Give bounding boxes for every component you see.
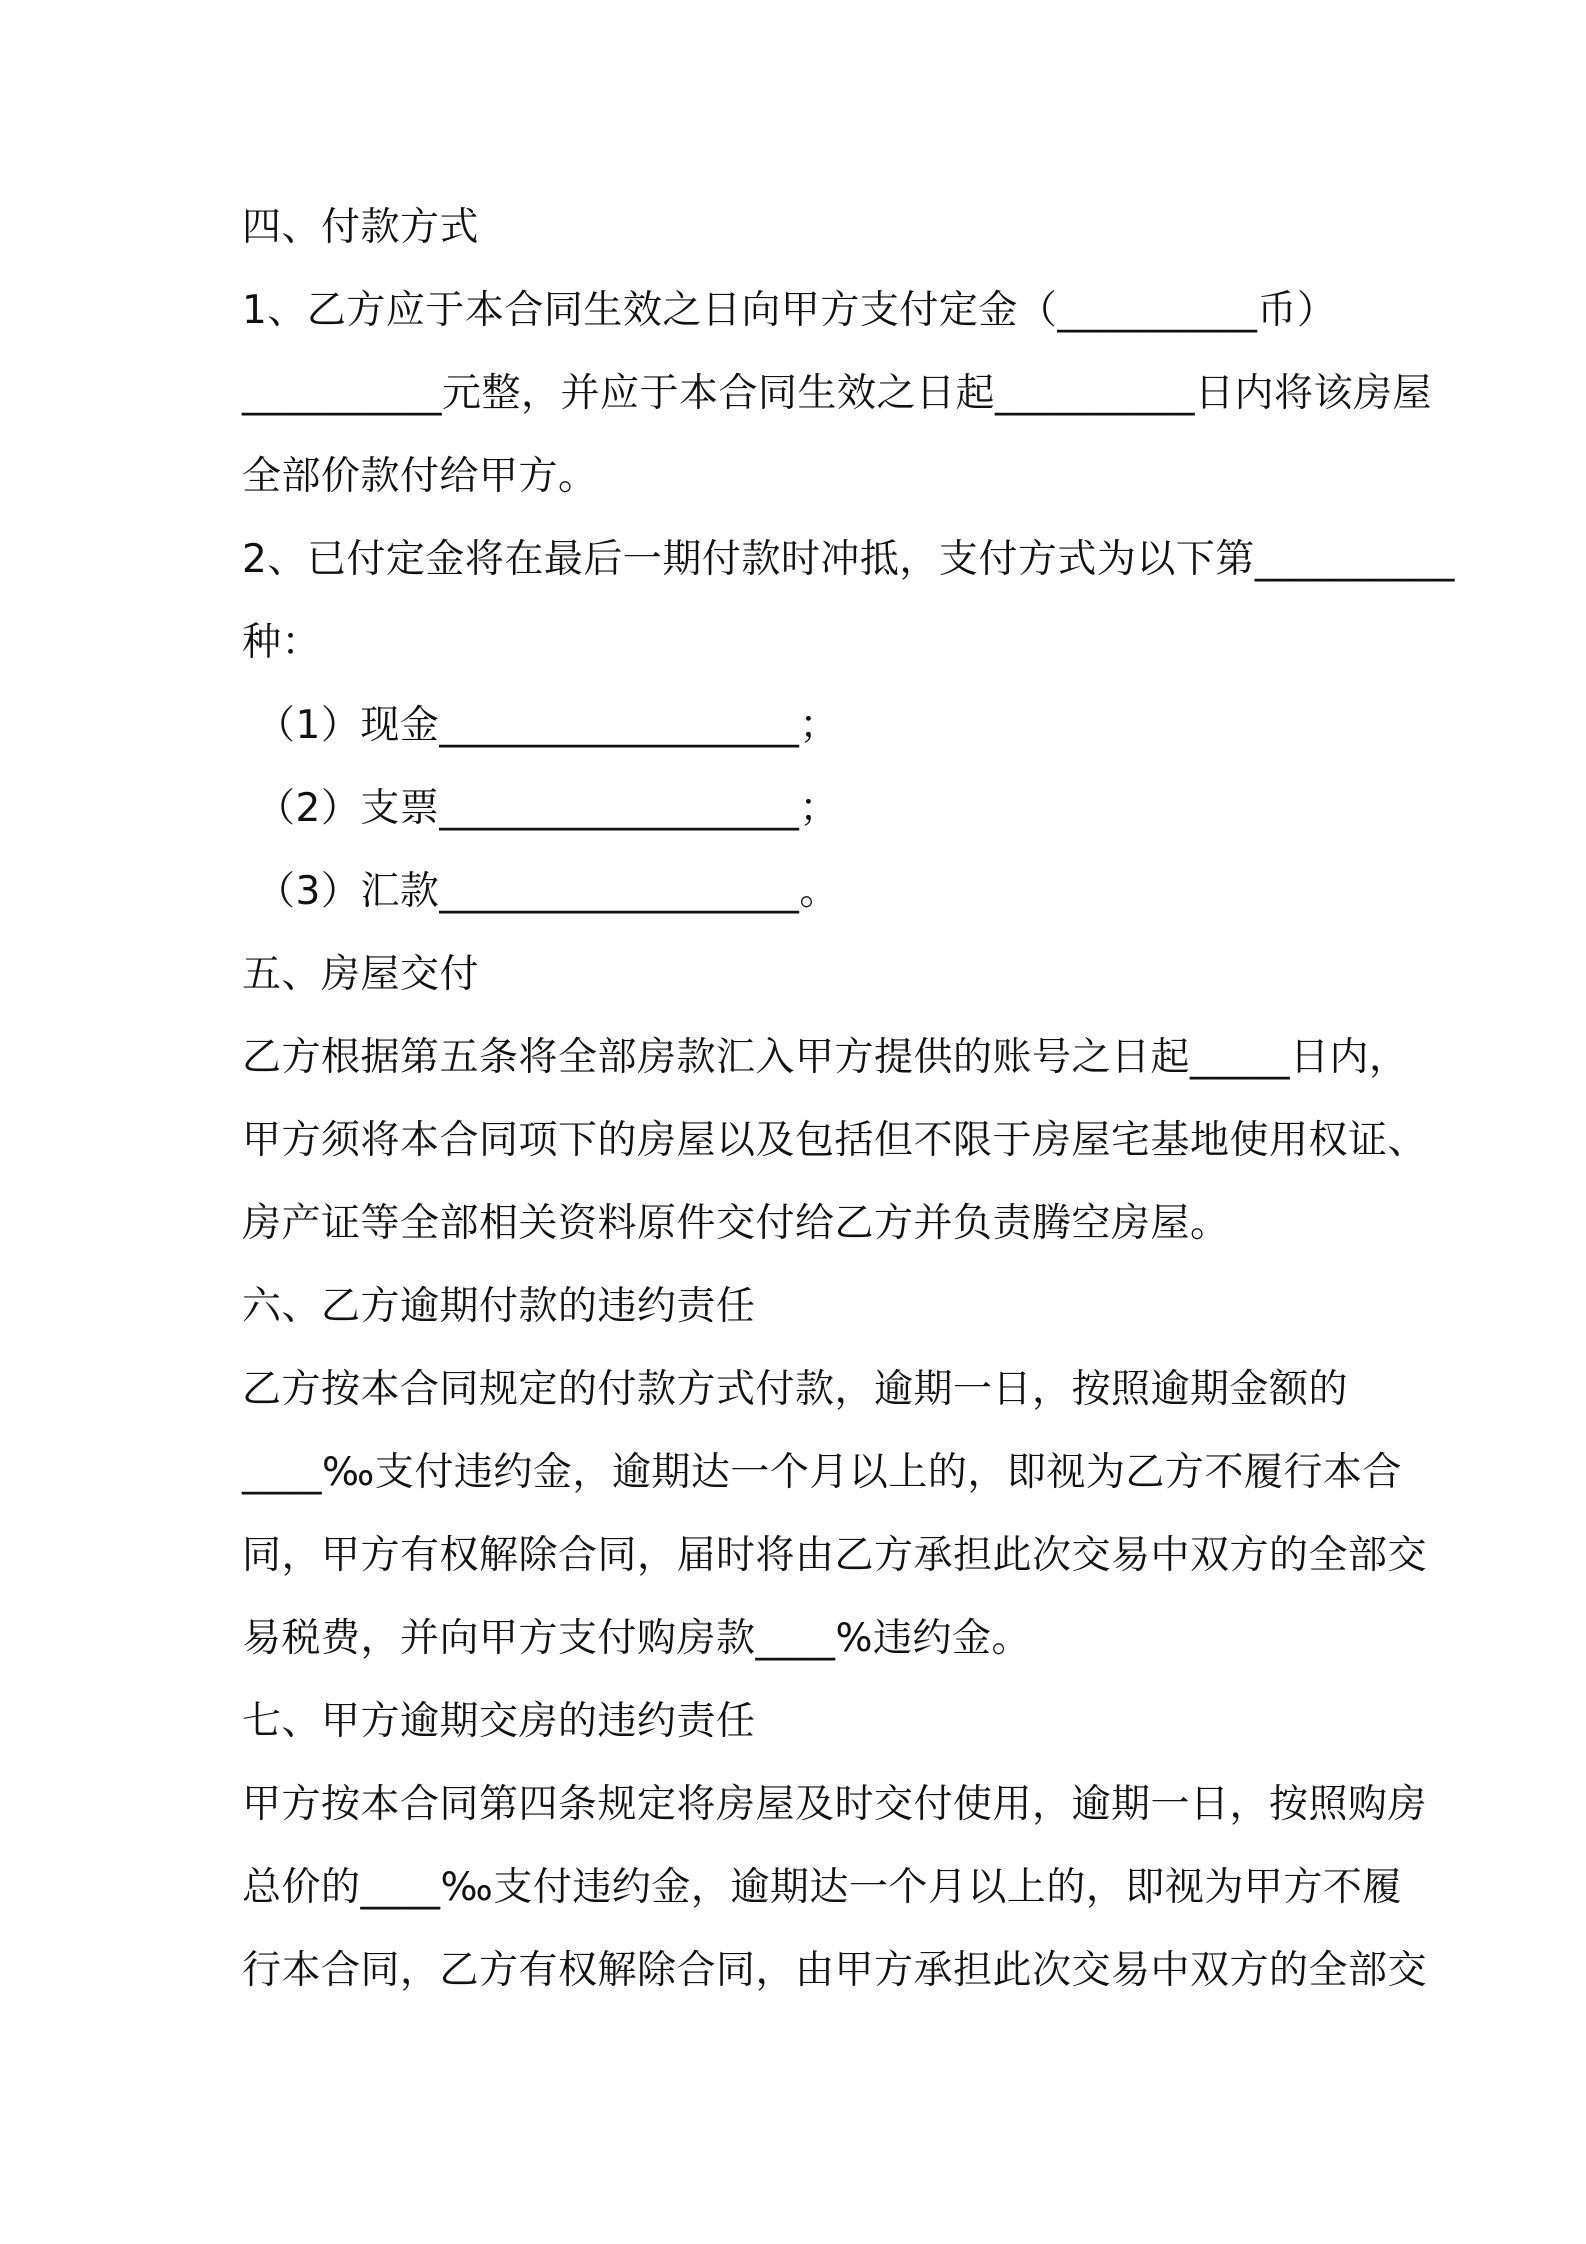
payment-option-cash: （1）现金__________________； bbox=[256, 703, 839, 748]
buyer-default-line-2: ____‰支付违约金，逾期达一个月以上的，即视为乙方不履行本合 bbox=[242, 1450, 1402, 1495]
clause-1-line-3: 全部价款付给甲方。 bbox=[242, 454, 598, 499]
buyer-default-line-1: 乙方按本合同规定的付款方式付款，逾期一日，按照逾期金额的 bbox=[242, 1367, 1349, 1412]
seller-default-line-2: 总价的____‰支付违约金，逾期达一个月以上的，即视为甲方不履 bbox=[242, 1865, 1402, 1910]
delivery-line-1: 乙方根据第五条将全部房款汇入甲方提供的账号之日起_____日内， bbox=[242, 1035, 1409, 1080]
buyer-default-line-3: 同，甲方有权解除合同，届时将由乙方承担此次交易中双方的全部交 bbox=[242, 1533, 1428, 1578]
section-heading-delivery: 五、房屋交付 bbox=[242, 952, 480, 997]
seller-default-line-3: 行本合同，乙方有权解除合同，由甲方承担此次交易中双方的全部交 bbox=[242, 1948, 1428, 1993]
section-heading-seller-default: 七、甲方逾期交房的违约责任 bbox=[242, 1699, 756, 1744]
delivery-line-2: 甲方须将本合同项下的房屋以及包括但不限于房屋宅基地使用权证、 bbox=[242, 1118, 1428, 1163]
delivery-line-3: 房产证等全部相关资料原件交付给乙方并负责腾空房屋。 bbox=[242, 1201, 1230, 1246]
section-heading-payment: 四、付款方式 bbox=[242, 205, 480, 250]
payment-option-transfer: （3）汇款__________________。 bbox=[256, 869, 839, 914]
clause-2-line-1: 2、已付定金将在最后一期付款时冲抵，支付方式为以下第__________ bbox=[242, 537, 1455, 582]
payment-option-cheque: （2）支票__________________； bbox=[256, 786, 839, 831]
clause-1-line-1: 1、乙方应于本合同生效之日向甲方支付定金（__________币） bbox=[242, 288, 1337, 333]
buyer-default-line-4: 易税费，并向甲方支付购房款____%违约金。 bbox=[242, 1616, 1032, 1661]
clause-1-line-2: __________元整，并应于本合同生效之日起__________日内将该房屋 bbox=[242, 371, 1433, 416]
clause-2-line-2: 种： bbox=[242, 620, 322, 665]
seller-default-line-1: 甲方按本合同第四条规定将房屋及时交付使用，逾期一日，按照购房 bbox=[242, 1782, 1428, 1827]
section-heading-buyer-default: 六、乙方逾期付款的违约责任 bbox=[242, 1284, 756, 1329]
